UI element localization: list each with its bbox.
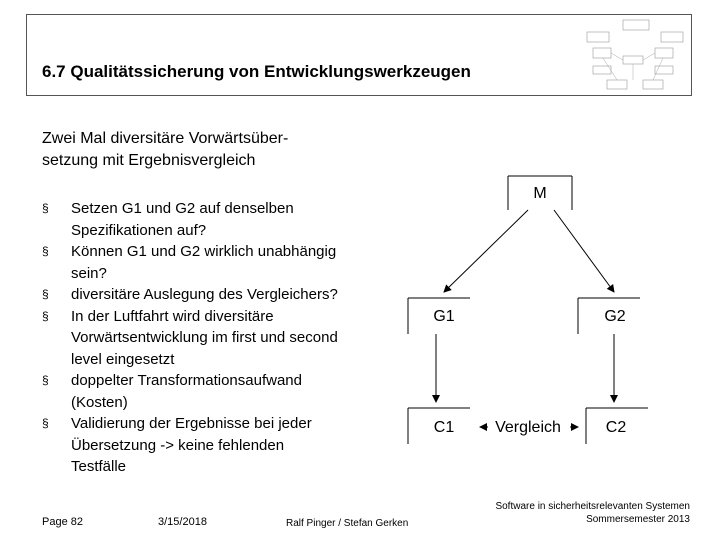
- node-m: [508, 176, 572, 210]
- node-c2-label: C2: [605, 419, 627, 436]
- footer-course-title: Software in sicherheitsrelevanten Systemen: [495, 501, 690, 512]
- node-c1-label: C1: [433, 419, 455, 436]
- bullet-text-line: Übersetzung -> keine fehlenden: [71, 436, 285, 454]
- bullet-item: [42, 413, 382, 478]
- bullet-text-line: Setzen G1 und G2 auf denselben: [71, 200, 294, 217]
- slide-title: 6.7 Qualitätssicherung von Entwicklungswerkzeugen: [42, 62, 471, 81]
- bullet-text-line: doppelter Transformationsaufwand: [71, 372, 302, 389]
- subtitle-line: setzung mit Ergebnisvergleich: [42, 152, 256, 169]
- bullet-text-line: Spezifikationen auf?: [71, 221, 207, 239]
- node-g2-label: G2: [604, 308, 626, 325]
- bullet-marker: §: [42, 201, 49, 215]
- node-c2: [586, 408, 648, 444]
- comparator-label: Vergleich: [495, 419, 561, 436]
- bullet-text-line: diversitäre Auslegung des Vergleichers?: [71, 286, 338, 303]
- bullet-marker: §: [42, 287, 49, 301]
- arrow-m-to-g1: [444, 210, 528, 292]
- bullet-item: [42, 284, 382, 306]
- bullet-item: [42, 306, 382, 371]
- bullet-item: [42, 241, 382, 284]
- arrow-m-to-g2: [554, 210, 614, 292]
- bullet-text-line: level eingesetzt: [71, 350, 175, 368]
- slide-subtitle: [42, 128, 288, 172]
- bullet-text-line: Können G1 und G2 wirklich unabhängig: [71, 243, 337, 260]
- footer-course: [495, 500, 690, 526]
- footer-page-number: Page 82: [42, 516, 83, 528]
- bullet-text-line: sein?: [71, 264, 107, 282]
- footer-date: 3/15/2018: [158, 516, 207, 528]
- footer-course-term: Sommersemester 2013: [586, 514, 690, 525]
- bullet-text-line: Validierung der Ergebnisse bei jeder: [71, 415, 312, 432]
- navigation-thumbnail-diagram: [583, 18, 687, 92]
- bullet-list: [42, 198, 382, 478]
- diversity-diagram: [400, 170, 700, 460]
- bullet-marker: §: [42, 416, 49, 430]
- footer-authors: Ralf Pinger / Stefan Gerken: [286, 518, 409, 529]
- node-g1: [408, 298, 470, 334]
- bullet-marker: §: [42, 244, 49, 258]
- subtitle-line: Zwei Mal diversitäre Vorwärtsüber-: [42, 130, 289, 147]
- bullet-text-line: In der Luftfahrt wird diversitäre: [71, 307, 274, 325]
- bullet-item: [42, 198, 382, 241]
- bullet-item: [42, 370, 382, 413]
- bullet-marker: §: [42, 373, 49, 387]
- bullet-text-line: Vorwärtsentwicklung im first und second: [71, 329, 338, 346]
- node-g1-label: G1: [433, 308, 455, 325]
- node-c1: [408, 408, 470, 444]
- bullet-marker: §: [42, 308, 49, 323]
- bullet-text-line: (Kosten): [71, 393, 128, 411]
- node-m-label: M: [533, 185, 547, 202]
- node-g2: [578, 298, 640, 334]
- bullet-text-line: Testfälle: [71, 458, 127, 475]
